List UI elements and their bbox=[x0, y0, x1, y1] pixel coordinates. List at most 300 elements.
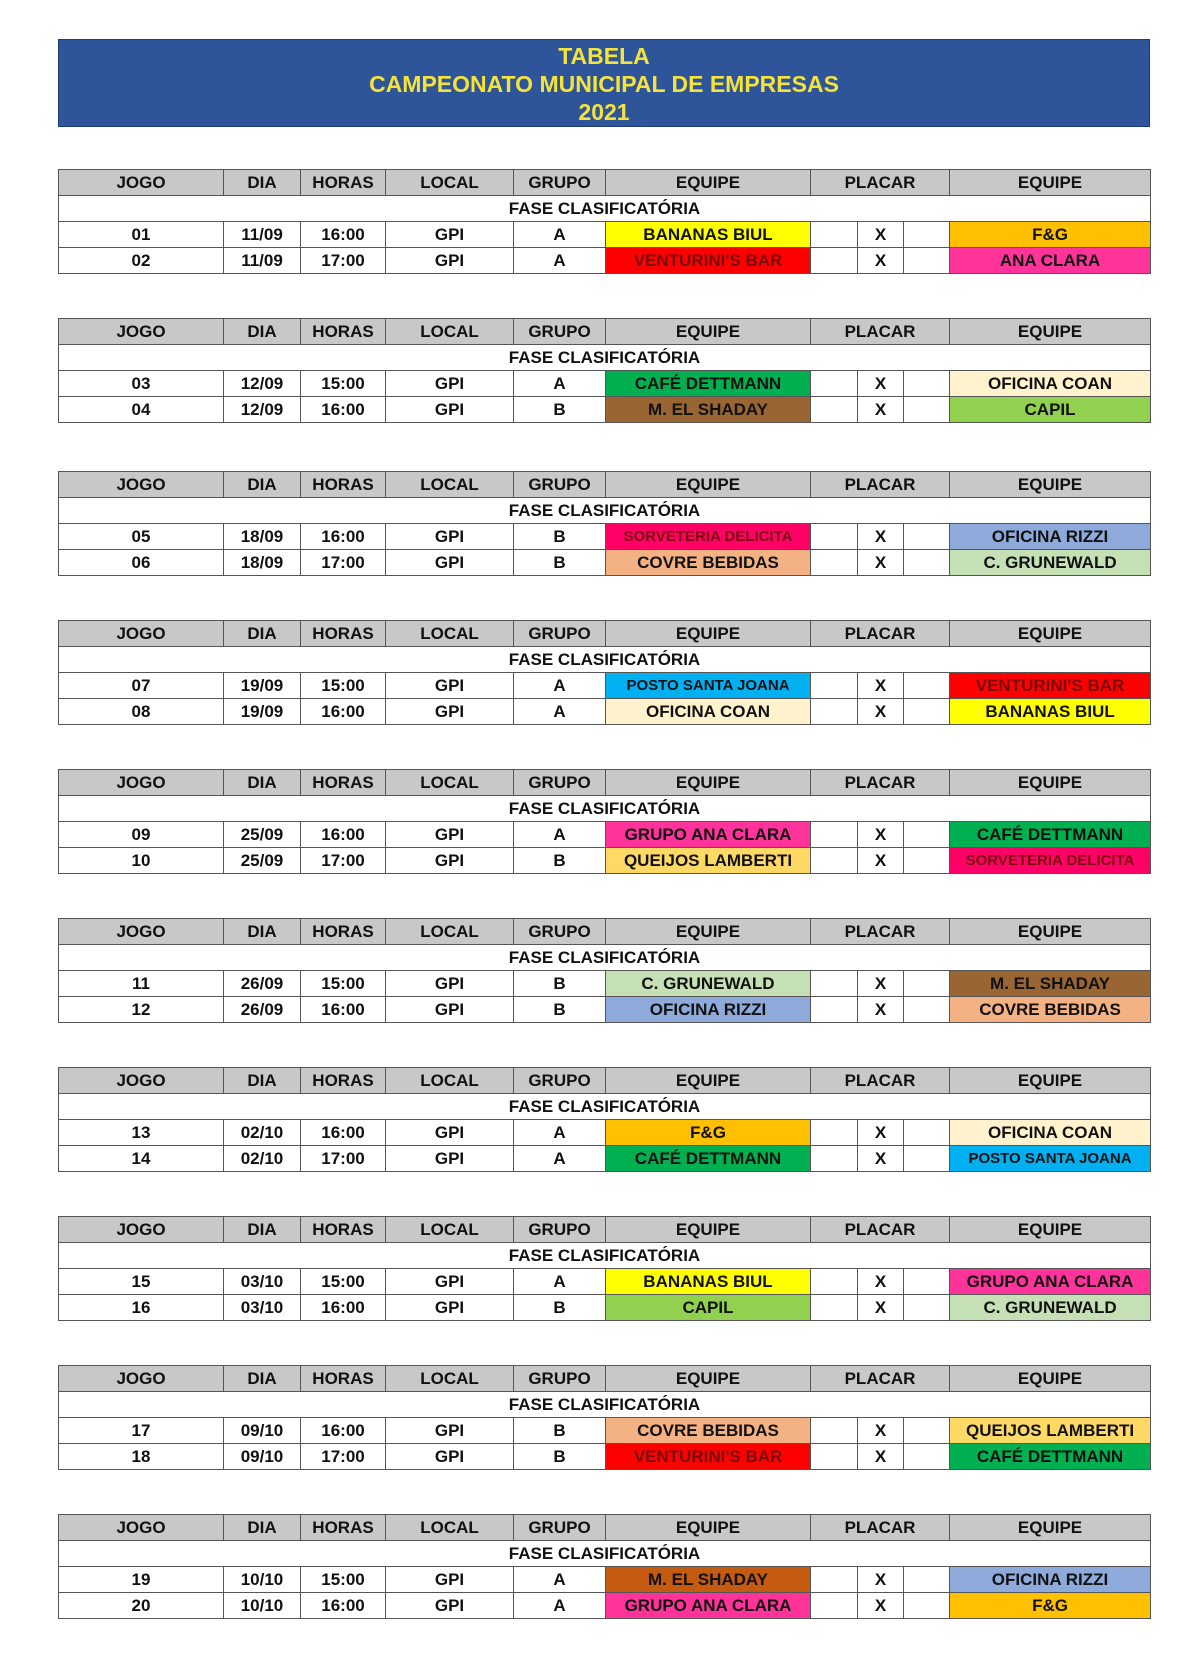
score-separator: X bbox=[858, 673, 904, 699]
header-jogo: JOGO bbox=[59, 472, 224, 498]
header-equipe: EQUIPE bbox=[950, 472, 1151, 498]
header-local: LOCAL bbox=[386, 621, 514, 647]
header-horas: HORAS bbox=[301, 472, 386, 498]
game-group: A bbox=[514, 1269, 606, 1295]
game-group: B bbox=[514, 1418, 606, 1444]
header-local: LOCAL bbox=[386, 170, 514, 196]
header-equipe: EQUIPE bbox=[606, 1366, 811, 1392]
away-score bbox=[904, 222, 950, 248]
score-separator: X bbox=[858, 1269, 904, 1295]
game-number: 04 bbox=[59, 397, 224, 423]
home-score bbox=[811, 699, 858, 725]
game-group: A bbox=[514, 822, 606, 848]
home-team: F&G bbox=[606, 1120, 811, 1146]
header-equipe: EQUIPE bbox=[950, 1068, 1151, 1094]
header-equipe: EQUIPE bbox=[950, 1366, 1151, 1392]
game-number: 10 bbox=[59, 848, 224, 874]
score-separator: X bbox=[858, 971, 904, 997]
game-date: 09/10 bbox=[224, 1418, 301, 1444]
header-equipe: EQUIPE bbox=[606, 770, 811, 796]
home-score bbox=[811, 248, 858, 274]
game-date: 18/09 bbox=[224, 550, 301, 576]
title-line-2: CAMPEONATO MUNICIPAL DE EMPRESAS bbox=[369, 71, 839, 97]
game-number: 15 bbox=[59, 1269, 224, 1295]
header-local: LOCAL bbox=[386, 1068, 514, 1094]
game-group: A bbox=[514, 699, 606, 725]
away-team: C. GRUNEWALD bbox=[950, 550, 1151, 576]
game-date: 11/09 bbox=[224, 248, 301, 274]
score-separator: X bbox=[858, 1444, 904, 1470]
phase-label: FASE CLASIFICATÓRIA bbox=[59, 796, 1151, 822]
header-horas: HORAS bbox=[301, 1366, 386, 1392]
away-score bbox=[904, 1295, 950, 1321]
game-date: 03/10 bbox=[224, 1269, 301, 1295]
home-score bbox=[811, 971, 858, 997]
game-group: B bbox=[514, 1444, 606, 1470]
game-group: A bbox=[514, 248, 606, 274]
table-header-row bbox=[59, 170, 1151, 196]
away-score bbox=[904, 524, 950, 550]
header-grupo: GRUPO bbox=[514, 1366, 606, 1392]
home-team: QUEIJOS LAMBERTI bbox=[606, 848, 811, 874]
header-local: LOCAL bbox=[386, 770, 514, 796]
away-team: F&G bbox=[950, 222, 1151, 248]
home-score bbox=[811, 1269, 858, 1295]
game-location: GPI bbox=[386, 673, 514, 699]
header-jogo: JOGO bbox=[59, 1515, 224, 1541]
game-date: 19/09 bbox=[224, 699, 301, 725]
home-team: COVRE BEBIDAS bbox=[606, 1418, 811, 1444]
header-placar: PLACAR bbox=[811, 1366, 950, 1392]
header-equipe: EQUIPE bbox=[606, 472, 811, 498]
header-placar: PLACAR bbox=[811, 1515, 950, 1541]
phase-label: FASE CLASIFICATÓRIA bbox=[59, 196, 1151, 222]
header-equipe: EQUIPE bbox=[950, 770, 1151, 796]
away-team: OFICINA COAN bbox=[950, 1120, 1151, 1146]
home-score bbox=[811, 997, 858, 1023]
home-score bbox=[811, 673, 858, 699]
score-separator: X bbox=[858, 397, 904, 423]
game-number: 06 bbox=[59, 550, 224, 576]
away-team: SORVETERIA DELICITA bbox=[950, 848, 1151, 874]
table-row bbox=[59, 699, 1151, 725]
home-team: OFICINA COAN bbox=[606, 699, 811, 725]
home-score bbox=[811, 848, 858, 874]
home-team: VENTURINI'S BAR bbox=[606, 248, 811, 274]
table-row bbox=[59, 1295, 1151, 1321]
away-score bbox=[904, 971, 950, 997]
header-equipe: EQUIPE bbox=[606, 1068, 811, 1094]
game-group: A bbox=[514, 371, 606, 397]
game-number: 12 bbox=[59, 997, 224, 1023]
score-separator: X bbox=[858, 1295, 904, 1321]
game-date: 26/09 bbox=[224, 971, 301, 997]
game-group: A bbox=[514, 673, 606, 699]
game-time: 17:00 bbox=[301, 248, 386, 274]
header-dia: DIA bbox=[224, 919, 301, 945]
header-jogo: JOGO bbox=[59, 1366, 224, 1392]
game-location: GPI bbox=[386, 822, 514, 848]
header-local: LOCAL bbox=[386, 1217, 514, 1243]
away-score bbox=[904, 1269, 950, 1295]
game-time: 16:00 bbox=[301, 1295, 386, 1321]
table-row bbox=[59, 997, 1151, 1023]
game-time: 16:00 bbox=[301, 997, 386, 1023]
score-separator: X bbox=[858, 1146, 904, 1172]
header-grupo: GRUPO bbox=[514, 1217, 606, 1243]
header-grupo: GRUPO bbox=[514, 319, 606, 345]
home-score bbox=[811, 222, 858, 248]
game-number: 19 bbox=[59, 1567, 224, 1593]
score-separator: X bbox=[858, 524, 904, 550]
home-score bbox=[811, 822, 858, 848]
home-team: M. EL SHADAY bbox=[606, 1567, 811, 1593]
away-score bbox=[904, 550, 950, 576]
header-dia: DIA bbox=[224, 770, 301, 796]
away-team: GRUPO ANA CLARA bbox=[950, 1269, 1151, 1295]
game-group: A bbox=[514, 1120, 606, 1146]
header-placar: PLACAR bbox=[811, 621, 950, 647]
away-score bbox=[904, 673, 950, 699]
header-dia: DIA bbox=[224, 319, 301, 345]
game-location: GPI bbox=[386, 222, 514, 248]
game-date: 09/10 bbox=[224, 1444, 301, 1470]
table-header-row bbox=[59, 1217, 1151, 1243]
game-time: 16:00 bbox=[301, 822, 386, 848]
header-dia: DIA bbox=[224, 1515, 301, 1541]
match-block bbox=[58, 918, 1151, 1023]
game-time: 15:00 bbox=[301, 673, 386, 699]
header-grupo: GRUPO bbox=[514, 621, 606, 647]
away-team: ANA CLARA bbox=[950, 248, 1151, 274]
table-header-row bbox=[59, 621, 1151, 647]
header-horas: HORAS bbox=[301, 1515, 386, 1541]
game-date: 10/10 bbox=[224, 1593, 301, 1619]
header-grupo: GRUPO bbox=[514, 770, 606, 796]
game-time: 17:00 bbox=[301, 1444, 386, 1470]
game-time: 16:00 bbox=[301, 1593, 386, 1619]
match-block bbox=[58, 1365, 1151, 1470]
header-equipe: EQUIPE bbox=[606, 621, 811, 647]
table-row bbox=[59, 1567, 1151, 1593]
game-group: B bbox=[514, 397, 606, 423]
header-equipe: EQUIPE bbox=[606, 319, 811, 345]
home-score bbox=[811, 1418, 858, 1444]
header-local: LOCAL bbox=[386, 319, 514, 345]
game-date: 18/09 bbox=[224, 524, 301, 550]
home-team: VENTURINI'S BAR bbox=[606, 1444, 811, 1470]
header-equipe: EQUIPE bbox=[950, 1515, 1151, 1541]
header-grupo: GRUPO bbox=[514, 919, 606, 945]
table-header-row bbox=[59, 1068, 1151, 1094]
game-date: 02/10 bbox=[224, 1146, 301, 1172]
header-dia: DIA bbox=[224, 472, 301, 498]
game-time: 17:00 bbox=[301, 848, 386, 874]
game-time: 15:00 bbox=[301, 1269, 386, 1295]
game-group: B bbox=[514, 848, 606, 874]
phase-label: FASE CLASIFICATÓRIA bbox=[59, 345, 1151, 371]
header-local: LOCAL bbox=[386, 919, 514, 945]
game-date: 02/10 bbox=[224, 1120, 301, 1146]
game-location: GPI bbox=[386, 848, 514, 874]
header-equipe: EQUIPE bbox=[606, 1217, 811, 1243]
game-location: GPI bbox=[386, 524, 514, 550]
game-time: 16:00 bbox=[301, 524, 386, 550]
home-team: COVRE BEBIDAS bbox=[606, 550, 811, 576]
match-block bbox=[58, 169, 1151, 274]
game-location: GPI bbox=[386, 248, 514, 274]
header-dia: DIA bbox=[224, 1068, 301, 1094]
phase-label: FASE CLASIFICATÓRIA bbox=[59, 498, 1151, 524]
game-number: 07 bbox=[59, 673, 224, 699]
game-location: GPI bbox=[386, 971, 514, 997]
away-score bbox=[904, 699, 950, 725]
game-location: GPI bbox=[386, 699, 514, 725]
game-time: 16:00 bbox=[301, 222, 386, 248]
match-block bbox=[58, 620, 1151, 725]
match-block bbox=[58, 769, 1151, 874]
header-equipe: EQUIPE bbox=[606, 170, 811, 196]
home-score bbox=[811, 1295, 858, 1321]
score-separator: X bbox=[858, 822, 904, 848]
table-row bbox=[59, 673, 1151, 699]
header-horas: HORAS bbox=[301, 919, 386, 945]
header-horas: HORAS bbox=[301, 1217, 386, 1243]
title-line-3: 2021 bbox=[578, 99, 630, 125]
phase-label: FASE CLASIFICATÓRIA bbox=[59, 945, 1151, 971]
table-header-row bbox=[59, 1366, 1151, 1392]
game-date: 10/10 bbox=[224, 1567, 301, 1593]
table-row bbox=[59, 371, 1151, 397]
game-location: GPI bbox=[386, 550, 514, 576]
game-number: 13 bbox=[59, 1120, 224, 1146]
score-separator: X bbox=[858, 997, 904, 1023]
header-dia: DIA bbox=[224, 1217, 301, 1243]
score-separator: X bbox=[858, 699, 904, 725]
game-location: GPI bbox=[386, 1295, 514, 1321]
home-team: OFICINA RIZZI bbox=[606, 997, 811, 1023]
away-score bbox=[904, 848, 950, 874]
header-dia: DIA bbox=[224, 1366, 301, 1392]
header-grupo: GRUPO bbox=[514, 170, 606, 196]
header-grupo: GRUPO bbox=[514, 1515, 606, 1541]
score-separator: X bbox=[858, 550, 904, 576]
header-jogo: JOGO bbox=[59, 1217, 224, 1243]
game-time: 15:00 bbox=[301, 371, 386, 397]
header-placar: PLACAR bbox=[811, 770, 950, 796]
game-group: A bbox=[514, 1146, 606, 1172]
game-number: 03 bbox=[59, 371, 224, 397]
away-score bbox=[904, 997, 950, 1023]
home-team: SORVETERIA DELICITA bbox=[606, 524, 811, 550]
away-score bbox=[904, 371, 950, 397]
game-location: GPI bbox=[386, 397, 514, 423]
game-location: GPI bbox=[386, 1418, 514, 1444]
header-jogo: JOGO bbox=[59, 170, 224, 196]
match-block bbox=[58, 471, 1151, 576]
header-placar: PLACAR bbox=[811, 919, 950, 945]
header-local: LOCAL bbox=[386, 1515, 514, 1541]
home-score bbox=[811, 524, 858, 550]
home-team: CAFÉ DETTMANN bbox=[606, 1146, 811, 1172]
header-equipe: EQUIPE bbox=[950, 319, 1151, 345]
game-group: B bbox=[514, 524, 606, 550]
table-row bbox=[59, 397, 1151, 423]
away-score bbox=[904, 1567, 950, 1593]
phase-label: FASE CLASIFICATÓRIA bbox=[59, 1541, 1151, 1567]
table-header-row bbox=[59, 472, 1151, 498]
game-number: 16 bbox=[59, 1295, 224, 1321]
header-horas: HORAS bbox=[301, 319, 386, 345]
game-time: 17:00 bbox=[301, 550, 386, 576]
game-time: 17:00 bbox=[301, 1146, 386, 1172]
table-header-row bbox=[59, 919, 1151, 945]
phase-label: FASE CLASIFICATÓRIA bbox=[59, 1392, 1151, 1418]
table-row bbox=[59, 222, 1151, 248]
header-horas: HORAS bbox=[301, 621, 386, 647]
score-separator: X bbox=[858, 248, 904, 274]
home-score bbox=[811, 1593, 858, 1619]
home-team: BANANAS BIUL bbox=[606, 222, 811, 248]
game-number: 11 bbox=[59, 971, 224, 997]
game-date: 11/09 bbox=[224, 222, 301, 248]
home-team: M. EL SHADAY bbox=[606, 397, 811, 423]
header-horas: HORAS bbox=[301, 170, 386, 196]
away-score bbox=[904, 1146, 950, 1172]
header-jogo: JOGO bbox=[59, 319, 224, 345]
phase-label: FASE CLASIFICATÓRIA bbox=[59, 647, 1151, 673]
table-header-row bbox=[59, 1515, 1151, 1541]
header-equipe: EQUIPE bbox=[606, 1515, 811, 1541]
header-grupo: GRUPO bbox=[514, 1068, 606, 1094]
score-separator: X bbox=[858, 1418, 904, 1444]
home-team: POSTO SANTA JOANA bbox=[606, 673, 811, 699]
game-location: GPI bbox=[386, 371, 514, 397]
table-row bbox=[59, 822, 1151, 848]
game-date: 03/10 bbox=[224, 1295, 301, 1321]
away-score bbox=[904, 1593, 950, 1619]
header-horas: HORAS bbox=[301, 770, 386, 796]
table-row bbox=[59, 1418, 1151, 1444]
game-time: 16:00 bbox=[301, 699, 386, 725]
away-score bbox=[904, 248, 950, 274]
game-date: 19/09 bbox=[224, 673, 301, 699]
away-team: QUEIJOS LAMBERTI bbox=[950, 1418, 1151, 1444]
away-team: OFICINA COAN bbox=[950, 371, 1151, 397]
table-header-row bbox=[59, 319, 1151, 345]
game-number: 08 bbox=[59, 699, 224, 725]
table-row bbox=[59, 550, 1151, 576]
game-group: A bbox=[514, 1593, 606, 1619]
table-row bbox=[59, 1269, 1151, 1295]
home-score bbox=[811, 1567, 858, 1593]
game-time: 16:00 bbox=[301, 1418, 386, 1444]
game-number: 02 bbox=[59, 248, 224, 274]
title-line-1: TABELA bbox=[558, 43, 650, 69]
header-equipe: EQUIPE bbox=[950, 170, 1151, 196]
table-row bbox=[59, 1120, 1151, 1146]
away-team: COVRE BEBIDAS bbox=[950, 997, 1151, 1023]
header-equipe: EQUIPE bbox=[950, 1217, 1151, 1243]
header-equipe: EQUIPE bbox=[606, 919, 811, 945]
game-number: 09 bbox=[59, 822, 224, 848]
away-team: POSTO SANTA JOANA bbox=[950, 1146, 1151, 1172]
header-equipe: EQUIPE bbox=[950, 621, 1151, 647]
home-score bbox=[811, 1146, 858, 1172]
table-row bbox=[59, 1146, 1151, 1172]
away-score bbox=[904, 1444, 950, 1470]
score-separator: X bbox=[858, 371, 904, 397]
away-team: CAPIL bbox=[950, 397, 1151, 423]
game-number: 05 bbox=[59, 524, 224, 550]
away-team: F&G bbox=[950, 1593, 1151, 1619]
table-row bbox=[59, 848, 1151, 874]
table-row bbox=[59, 1444, 1151, 1470]
table-row bbox=[59, 971, 1151, 997]
away-team: C. GRUNEWALD bbox=[950, 1295, 1151, 1321]
game-group: B bbox=[514, 971, 606, 997]
phase-label: FASE CLASIFICATÓRIA bbox=[59, 1243, 1151, 1269]
game-date: 26/09 bbox=[224, 997, 301, 1023]
game-location: GPI bbox=[386, 1567, 514, 1593]
title-banner bbox=[58, 39, 1150, 127]
game-time: 15:00 bbox=[301, 1567, 386, 1593]
header-local: LOCAL bbox=[386, 1366, 514, 1392]
home-score bbox=[811, 1120, 858, 1146]
away-score bbox=[904, 822, 950, 848]
header-placar: PLACAR bbox=[811, 1217, 950, 1243]
score-separator: X bbox=[858, 1120, 904, 1146]
home-score bbox=[811, 550, 858, 576]
game-location: GPI bbox=[386, 997, 514, 1023]
header-placar: PLACAR bbox=[811, 472, 950, 498]
match-block bbox=[58, 1216, 1151, 1321]
game-group: A bbox=[514, 1567, 606, 1593]
away-team: CAFÉ DETTMANN bbox=[950, 1444, 1151, 1470]
home-team: CAFÉ DETTMANN bbox=[606, 371, 811, 397]
game-time: 16:00 bbox=[301, 1120, 386, 1146]
match-block bbox=[58, 1067, 1151, 1172]
header-jogo: JOGO bbox=[59, 919, 224, 945]
home-score bbox=[811, 397, 858, 423]
header-horas: HORAS bbox=[301, 1068, 386, 1094]
away-team: VENTURINI'S BAR bbox=[950, 673, 1151, 699]
home-team: BANANAS BIUL bbox=[606, 1269, 811, 1295]
game-number: 17 bbox=[59, 1418, 224, 1444]
table-row bbox=[59, 524, 1151, 550]
away-team: OFICINA RIZZI bbox=[950, 524, 1151, 550]
away-score bbox=[904, 397, 950, 423]
home-score bbox=[811, 371, 858, 397]
header-jogo: JOGO bbox=[59, 1068, 224, 1094]
game-number: 14 bbox=[59, 1146, 224, 1172]
header-placar: PLACAR bbox=[811, 1068, 950, 1094]
game-group: B bbox=[514, 550, 606, 576]
away-team: BANANAS BIUL bbox=[950, 699, 1151, 725]
header-grupo: GRUPO bbox=[514, 472, 606, 498]
header-local: LOCAL bbox=[386, 472, 514, 498]
game-date: 12/09 bbox=[224, 371, 301, 397]
score-separator: X bbox=[858, 1593, 904, 1619]
home-team: GRUPO ANA CLARA bbox=[606, 822, 811, 848]
home-team: CAPIL bbox=[606, 1295, 811, 1321]
away-team: CAFÉ DETTMANN bbox=[950, 822, 1151, 848]
header-placar: PLACAR bbox=[811, 319, 950, 345]
table-header-row bbox=[59, 770, 1151, 796]
game-location: GPI bbox=[386, 1269, 514, 1295]
phase-label: FASE CLASIFICATÓRIA bbox=[59, 1094, 1151, 1120]
game-time: 16:00 bbox=[301, 397, 386, 423]
